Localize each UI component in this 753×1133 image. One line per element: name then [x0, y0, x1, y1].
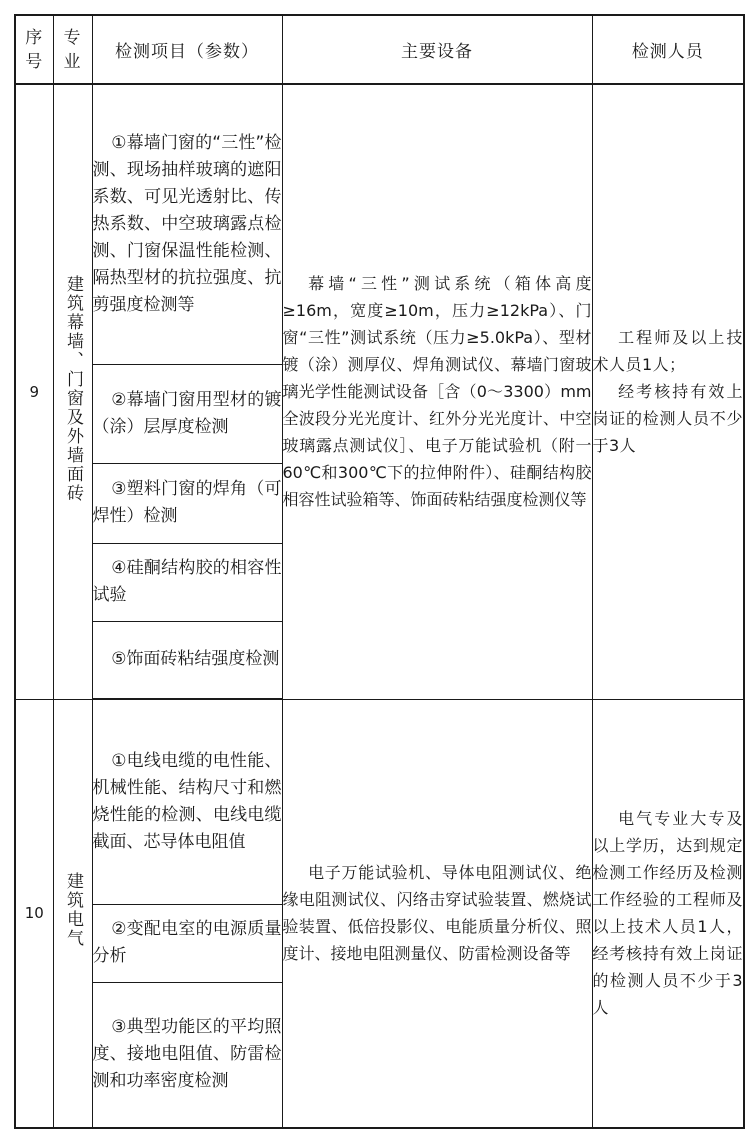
- item-text: ③塑料门窗的焊角（可焊性）检测: [92, 479, 282, 526]
- item-text: ②变配电室的电源质量分析: [92, 919, 282, 966]
- staff-cell: [592, 84, 744, 699]
- staff-cell: [592, 699, 744, 1128]
- row-number: 9: [15, 84, 53, 699]
- row-major: [53, 84, 92, 699]
- equipment-cell: [282, 699, 592, 1128]
- table-row: [15, 699, 744, 904]
- equipment-text: 幕墙“三性”测试系统（箱体高度≥16m，宽度≥10m，压力≥12kPa）、门窗“三性”测试系统（压力≥5.0kPa）、型材镀（涂）测厚仪、焊角测试仪、幕墙门窗玻璃光学性能测试设备［含（0～3300）mm全波段分光光度计、红外分光光度计、中空玻璃露点测试仪］、电子万能试验机（附一60℃和300℃下的拉伸附件）、硅酮结构胶相容性试验箱等、饰面砖粘结强度检测仪等: [282, 274, 592, 510]
- item-text: ⑤饰面砖粘结强度检测: [111, 649, 280, 670]
- staff-text: 电气专业大专及以上学历，达到规定检测工作经历及检测工作经验的工程师及以上技术人员1人，经考核持有效上岗证的检测人员不少于3人: [592, 809, 743, 1018]
- staff-text: 工程师及以上技术人员1人；: [592, 328, 743, 375]
- inspection-table: [14, 14, 745, 1129]
- item-cell: [92, 543, 282, 621]
- table-row: [15, 84, 744, 364]
- header-staff: 检测人员: [592, 15, 744, 84]
- item-cell: [92, 621, 282, 699]
- major-label: 建筑电气: [63, 872, 83, 949]
- header-no: 序号: [15, 15, 53, 84]
- table-header-row: [15, 15, 744, 84]
- major-label: 建筑幕墙、门窗及外墙面砖: [63, 274, 83, 503]
- header-equipment: 主要设备: [282, 15, 592, 84]
- item-cell: [92, 904, 282, 982]
- item-text: ④硅酮结构胶的相容性试验: [92, 558, 282, 605]
- staff-text: 经考核持有效上岗证的检测人员不少于3人: [592, 382, 743, 456]
- item-cell: [92, 84, 282, 364]
- header-item: 检测项目（参数）: [92, 15, 282, 84]
- item-cell: [92, 364, 282, 463]
- item-text: ①电线电缆的电性能、机械性能、结构尺寸和燃烧性能的检测、电线电缆截面、芯导体电阻值: [92, 750, 282, 852]
- equipment-text: 电子万能试验机、导体电阻测试仪、绝缘电阻测试仪、闪络击穿试验装置、燃烧试验装置、低倍投影仪、电能质量分析仪、照度计、接地电阻测量仪、防雷检测设备等: [282, 863, 592, 964]
- equipment-cell: [282, 84, 592, 699]
- header-major: 专业: [53, 15, 92, 84]
- item-text: ③典型功能区的平均照度、接地电阻值、防雷检测和功率密度检测: [92, 1017, 282, 1092]
- row-major: [53, 699, 92, 1128]
- item-cell: [92, 982, 282, 1128]
- item-text: ①幕墙门窗的“三性”检测、现场抽样玻璃的遮阳系数、可见光透射比、传热系数、中空玻璃露点检测、门窗保温性能检测、隔热型材的抗拉强度、抗剪强度检测等: [92, 132, 282, 315]
- row-number: 10: [15, 699, 53, 1128]
- item-cell: [92, 699, 282, 904]
- item-text: ②幕墙门窗用型材的镀（涂）层厚度检测: [92, 389, 282, 437]
- item-cell: [92, 463, 282, 543]
